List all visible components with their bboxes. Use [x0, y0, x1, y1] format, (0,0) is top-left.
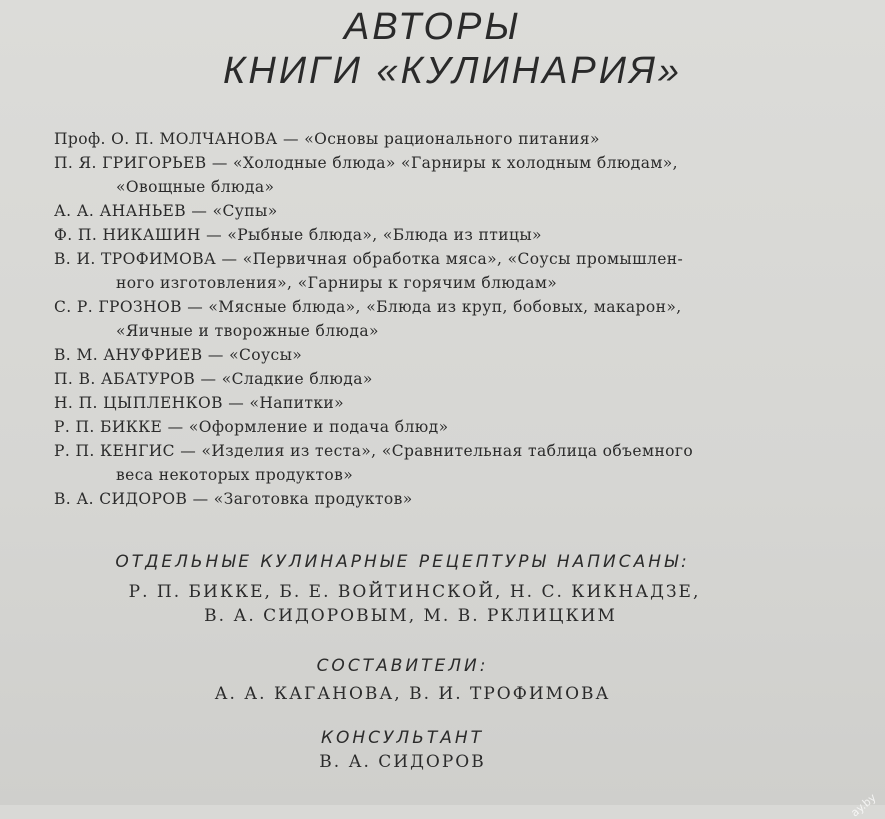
compilers-heading: СОСТАВИТЕЛИ:: [316, 656, 489, 676]
consultant-heading: КОНСУЛЬТАНТ: [320, 728, 485, 748]
author-entry-text: П. В. АБАТУРОВ — «Сладкие блюда»: [54, 370, 373, 388]
recipes-authors-line2: В. А. СИДОРОВЫМ, М. В. РКЛИЦКИМ: [204, 606, 617, 626]
page-title-line2: КНИГИ «КУЛИНАРИЯ»: [223, 50, 682, 92]
author-entry-text: В. А. СИДОРОВ — «Заготовка продуктов»: [54, 490, 413, 508]
consultant-name: В. А. СИДОРОВ: [319, 752, 486, 772]
author-entry: [54, 247, 814, 295]
author-entry: [54, 367, 814, 391]
recipes-authors-line1: Р. П. БИККЕ, Б. Е. ВОЙТИНСКОЙ, Н. С. КИКНАДЗЕ,: [128, 582, 701, 602]
author-entry-text: Проф. О. П. МОЛЧАНОВА — «Основы рационального питания»: [54, 130, 600, 148]
author-entry-continuation: ного изготовления», «Гарниры к горячим блюдам»: [116, 274, 558, 292]
authors-list: [54, 127, 814, 511]
author-entry: [54, 199, 814, 223]
compilers-names: А. А. КАГАНОВА, В. И. ТРОФИМОВА: [214, 684, 611, 704]
author-entry-text: Н. П. ЦЫПЛЕНКОВ — «Напитки»: [54, 394, 345, 412]
author-entry-text: С. Р. ГРОЗНОВ — «Мясные блюда», «Блюда из круп, бобовых, макарон»,: [54, 298, 682, 316]
author-entry: [54, 391, 814, 415]
author-entry-continuation: «Яичные и творожные блюда»: [116, 322, 379, 340]
page-title-line1: АВТОРЫ: [343, 6, 522, 48]
author-entry: [54, 223, 814, 247]
author-entry: [54, 295, 814, 343]
author-entry: [54, 151, 814, 199]
author-entry-text: Р. П. КЕНГИС — «Изделия из теста», «Сравнительная таблица объемного: [54, 442, 694, 460]
author-entry-text: А. А. АНАНЬЕВ — «Супы»: [54, 202, 278, 220]
author-entry-text: В. И. ТРОФИМОВА — «Первичная обработка мяса», «Соусы промышлен-: [54, 250, 684, 268]
recipes-heading: ОТДЕЛЬНЫЕ КУЛИНАРНЫЕ РЕЦЕПТУРЫ НАПИСАНЫ:: [115, 552, 690, 572]
watermark: ay.by: [848, 791, 879, 819]
author-entry: [54, 415, 814, 439]
author-entry-text: Ф. П. НИКАШИН — «Рыбные блюда», «Блюда из птицы»: [54, 226, 542, 244]
author-entry: [54, 127, 814, 151]
author-entry: [54, 487, 814, 511]
author-entry: [54, 343, 814, 367]
author-entry-text: Р. П. БИККЕ — «Оформление и подача блюд»: [54, 418, 449, 436]
author-entry: [54, 439, 814, 487]
author-entry-text: П. Я. ГРИГОРЬЕВ — «Холодные блюда» «Гарниры к холодным блюдам»,: [54, 154, 679, 172]
author-entry-continuation: «Овощные блюда»: [116, 178, 275, 196]
author-entry-text: В. М. АНУФРИЕВ — «Соусы»: [54, 346, 303, 364]
author-entry-continuation: веса некоторых продуктов»: [116, 466, 354, 484]
